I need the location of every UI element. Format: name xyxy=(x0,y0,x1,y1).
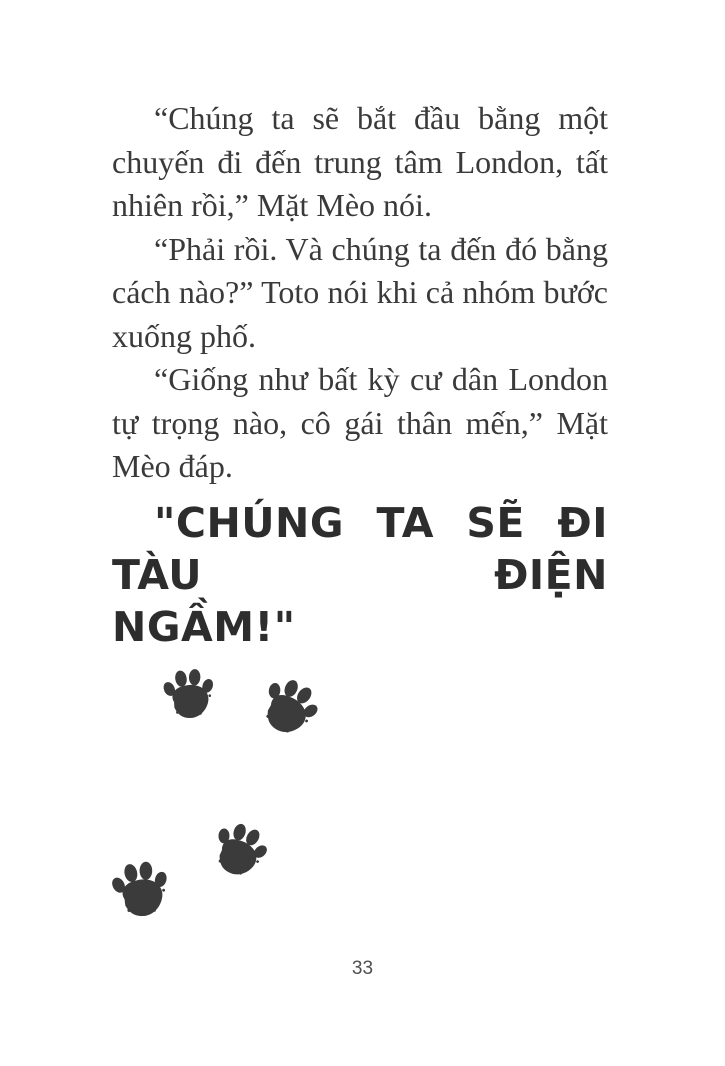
page-number: 33 xyxy=(351,958,374,979)
body-text-line: chuyến đi đến trung tâm London, tất xyxy=(112,143,608,180)
body-text-line: “Phải rồi. Và chúng ta đến đó bằng xyxy=(154,230,608,267)
paragraph xyxy=(112,97,608,228)
body-text-line: Mèo đáp. xyxy=(112,448,233,484)
body-text-block xyxy=(112,97,608,489)
paw-print-icon xyxy=(251,669,327,744)
headline-shout xyxy=(112,497,608,653)
paw-print-icon xyxy=(160,667,217,720)
body-text-line: nhiên rồi,” Mặt Mèo nói. xyxy=(112,187,432,223)
body-text-line: “Chúng ta sẽ bắt đầu bằng một xyxy=(154,100,608,136)
body-text-line: xuống phố. xyxy=(112,317,256,354)
paragraph xyxy=(112,358,608,489)
paw-print-icon xyxy=(204,815,275,884)
paw-print-icon xyxy=(108,858,173,919)
headline-line: "CHÚNG TA SẼ ĐI TÀU ĐIỆN xyxy=(112,499,608,599)
body-text-line: cách nào?” Toto nói khi cả nhóm bước xyxy=(112,274,608,310)
body-text-line: tự trọng nào, cô gái thân mến,” Mặt xyxy=(112,404,608,441)
headline-line: NGẦM!" xyxy=(112,603,296,651)
paragraph xyxy=(112,228,608,359)
body-text-line: “Giống như bất kỳ cư dân London xyxy=(154,361,608,397)
